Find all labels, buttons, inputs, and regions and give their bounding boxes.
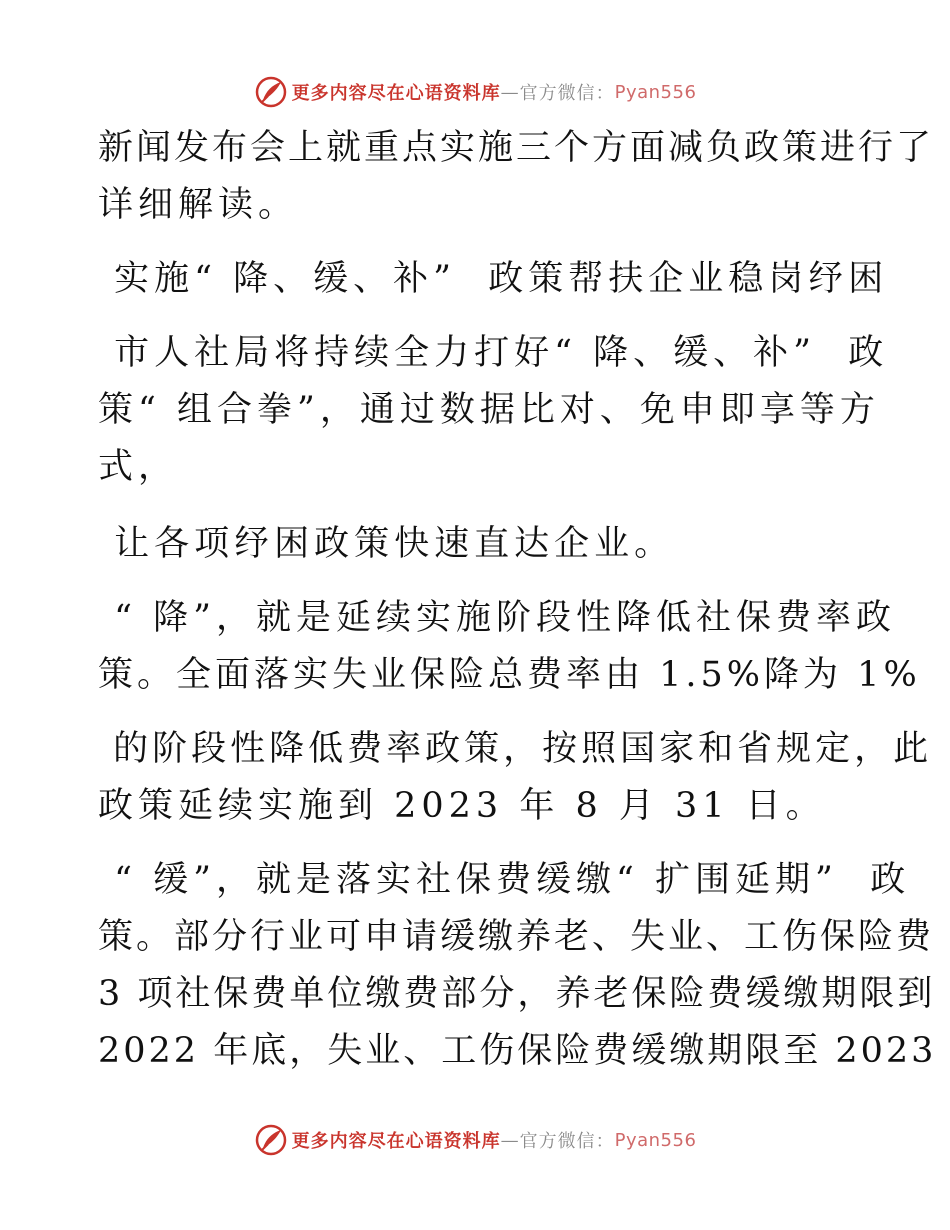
text-line: 新闻发布会上就重点实施三个方面减负政策进行了 [98, 128, 935, 168]
watermark-label: 官方微信： [519, 1131, 615, 1152]
text-line: 实施“ 降、缓、补” 政策帮扶企业稳岗纾困 [98, 259, 889, 299]
watermark-brand: 更多内容尽在心语资料库 [291, 1131, 501, 1152]
text-line: 3 项社保费单位缴费部分，养老保险费缓缴期限到 [98, 974, 936, 1014]
text-line: 策。部分行业可申请缓缴养老、失业、工伤保险费 [98, 917, 935, 957]
text-line: 策。全面落实失业保险总费率由 1.5%降为 1% [98, 655, 921, 695]
text-line: 市人社局将持续全力打好“ 降、缓、补” 政 [98, 333, 889, 373]
text-line: 策“ 组合拳”，通过数据比对、免申即享等方 [98, 390, 880, 430]
text-line: “ 降”，就是延续实施阶段性降低社保费率政 [98, 598, 897, 638]
footer-watermark [0, 1120, 950, 1160]
watermark-separator: — [500, 1129, 520, 1151]
text-line: 的阶段性降低费率政策，按照国家和省规定，此 [98, 729, 933, 769]
text-line: 政策延续实施到 2023 年 8 月 31 日。 [98, 786, 826, 826]
text-line: “ 缓”，就是落实社保费缓缴“ 扩围延期” 政 [98, 860, 911, 900]
text-line: 式， [98, 447, 179, 487]
watermark-wechat-id: Pyan556 [614, 1129, 697, 1151]
watermark-brand: 更多内容尽在心语资料库 [291, 83, 501, 104]
header-watermark [0, 72, 950, 112]
text-line: 详细解读。 [98, 185, 299, 225]
watermark-label: 官方微信： [519, 83, 615, 104]
watermark-separator: — [500, 81, 520, 103]
feather-quill-logo-icon [254, 75, 288, 109]
text-line: 让各项纾困政策快速直达企业。 [98, 524, 675, 564]
watermark-wechat-id: Pyan556 [614, 81, 697, 103]
text-line: 2022 年底，失业、工伤保险费缓缴期限至 2023 [98, 1031, 937, 1071]
feather-quill-logo-icon [254, 1123, 288, 1157]
